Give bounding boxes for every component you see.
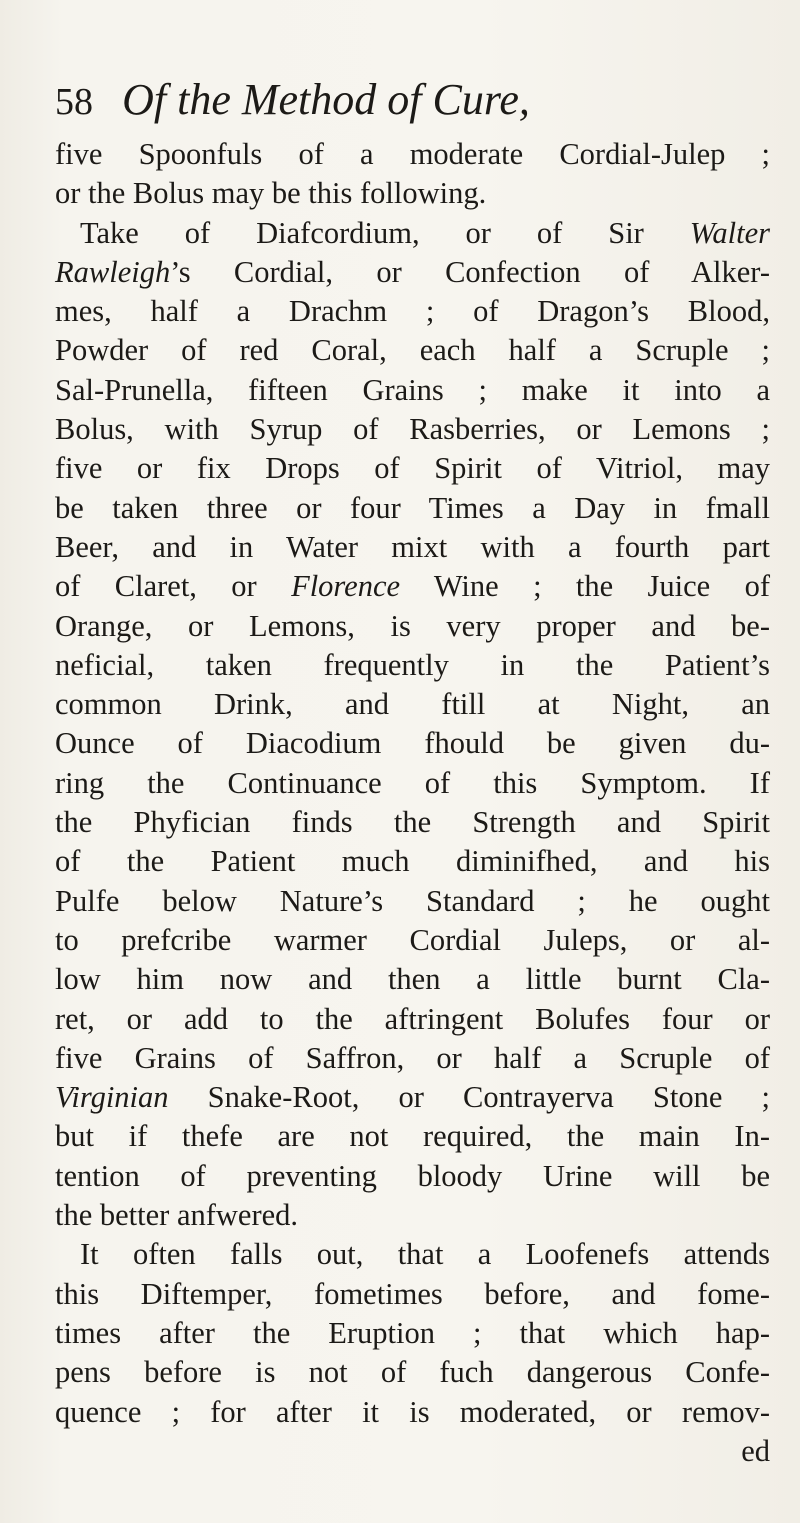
- text-line: [55, 1039, 770, 1078]
- text-line: [55, 135, 770, 174]
- text-run: Take of Diafcordium, or of Sir: [80, 215, 690, 250]
- italic-text: Rawleigh: [55, 254, 171, 289]
- text-line: [55, 331, 770, 370]
- italic-text: Walter: [689, 215, 770, 250]
- text-run: Powder of red Coral, each half a Scruple ;: [55, 333, 770, 368]
- text-run: Ounce of Diacodium fhould be given du-: [55, 726, 770, 761]
- text-run: or the Bolus may be this following.: [55, 176, 487, 211]
- text-line: [55, 528, 770, 567]
- text-line: [55, 803, 770, 842]
- text-run: be taken three or four Times a Day in fmall: [55, 490, 770, 525]
- text-line: [55, 1078, 770, 1117]
- text-run: five Grains of Saffron, or half a Scruple of: [55, 1040, 770, 1075]
- text-line: [55, 1117, 770, 1156]
- text-run: quence ; for after it is moderated, or remov-: [55, 1394, 770, 1429]
- text-run: five or fix Drops of Spirit of Vitriol, may: [55, 451, 770, 486]
- text-run: the better anfwered.: [55, 1198, 299, 1233]
- text-run: Wine ; the Juice of: [400, 569, 770, 604]
- text-run: Pulfe below Nature’s Standard ; he ought: [55, 883, 770, 918]
- text-line: [55, 646, 770, 685]
- text-line: [55, 1275, 770, 1314]
- text-run: five Spoonfuls of a moderate Cordial-Julep ;: [55, 137, 770, 171]
- text-line: [55, 724, 770, 763]
- text-run: low him now and then a little burnt Cla-: [55, 962, 770, 997]
- text-run: neficial, taken frequently in the Patient’s: [55, 647, 770, 682]
- text-run: the Phyfician finds the Strength and Spirit: [55, 805, 770, 840]
- text-line: [55, 960, 770, 999]
- text-run: of Claret, or: [55, 569, 292, 604]
- text-run: ring the Continuance of this Symptom. If: [55, 765, 770, 800]
- text-run: It often falls out, that a Loofenefs attends: [80, 1237, 770, 1272]
- text-run: this Diftemper, fometimes before, and fome-: [55, 1276, 770, 1311]
- body-text: [55, 135, 770, 1471]
- text-line: [55, 764, 770, 803]
- text-line: [55, 1000, 770, 1039]
- page-header: [55, 74, 755, 134]
- text-run: Orange, or Lemons, is very proper and be-: [55, 608, 770, 643]
- text-run: Bolus, with Syrup of Rasberries, or Lemons ;: [55, 412, 770, 447]
- text-line: [55, 214, 770, 253]
- text-line: [55, 1353, 770, 1392]
- text-run: to prefcribe warmer Cordial Juleps, or al-: [55, 922, 770, 957]
- text-line: [55, 489, 770, 528]
- text-run: ret, or add to the aftringent Bolufes four or: [55, 1001, 770, 1036]
- text-line: [55, 685, 770, 724]
- text-line: [55, 371, 770, 410]
- text-line: [55, 253, 770, 292]
- text-line: [55, 1314, 770, 1353]
- text-line: [55, 449, 770, 488]
- text-line: [55, 842, 770, 881]
- text-run: of the Patient much diminifhed, and his: [55, 844, 770, 879]
- text-line: [55, 1196, 770, 1235]
- text-run: pens before is not of fuch dangerous Confe-: [55, 1355, 770, 1390]
- text-run: ’s Cordial, or Confection of Alker-: [170, 254, 770, 289]
- text-line: [55, 292, 770, 331]
- text-run: but if thefe are not required, the main In-: [55, 1119, 770, 1154]
- text-line: [55, 567, 770, 606]
- text-run: Sal-Prunella, fifteen Grains ; make it into a: [55, 372, 770, 407]
- text-line: [55, 1157, 770, 1196]
- text-line: [55, 921, 770, 960]
- italic-text: Virginian: [55, 1080, 169, 1115]
- text-line: [55, 607, 770, 646]
- text-run: tention of preventing bloody Urine will be: [55, 1158, 770, 1193]
- italic-text: Florence: [291, 569, 401, 604]
- text-line: [55, 882, 770, 921]
- page-number: 58: [55, 81, 93, 123]
- text-run: mes, half a Drachm ; of Dragon’s Blood,: [55, 294, 770, 329]
- text-line: [55, 1235, 770, 1274]
- text-line: [55, 410, 770, 449]
- catchword: ed: [741, 1433, 770, 1468]
- text-run: times after the Eruption ; that which hap-: [55, 1315, 770, 1350]
- running-head: Of the Method of Cure,: [122, 75, 530, 124]
- text-run: Snake-Root, or Contrayerva Stone ;: [168, 1080, 770, 1115]
- text-run: Beer, and in Water mixt with a fourth part: [55, 529, 770, 564]
- text-line: [55, 1393, 770, 1432]
- text-line: [55, 174, 770, 213]
- text-run: common Drink, and ftill at Night, an: [55, 687, 770, 722]
